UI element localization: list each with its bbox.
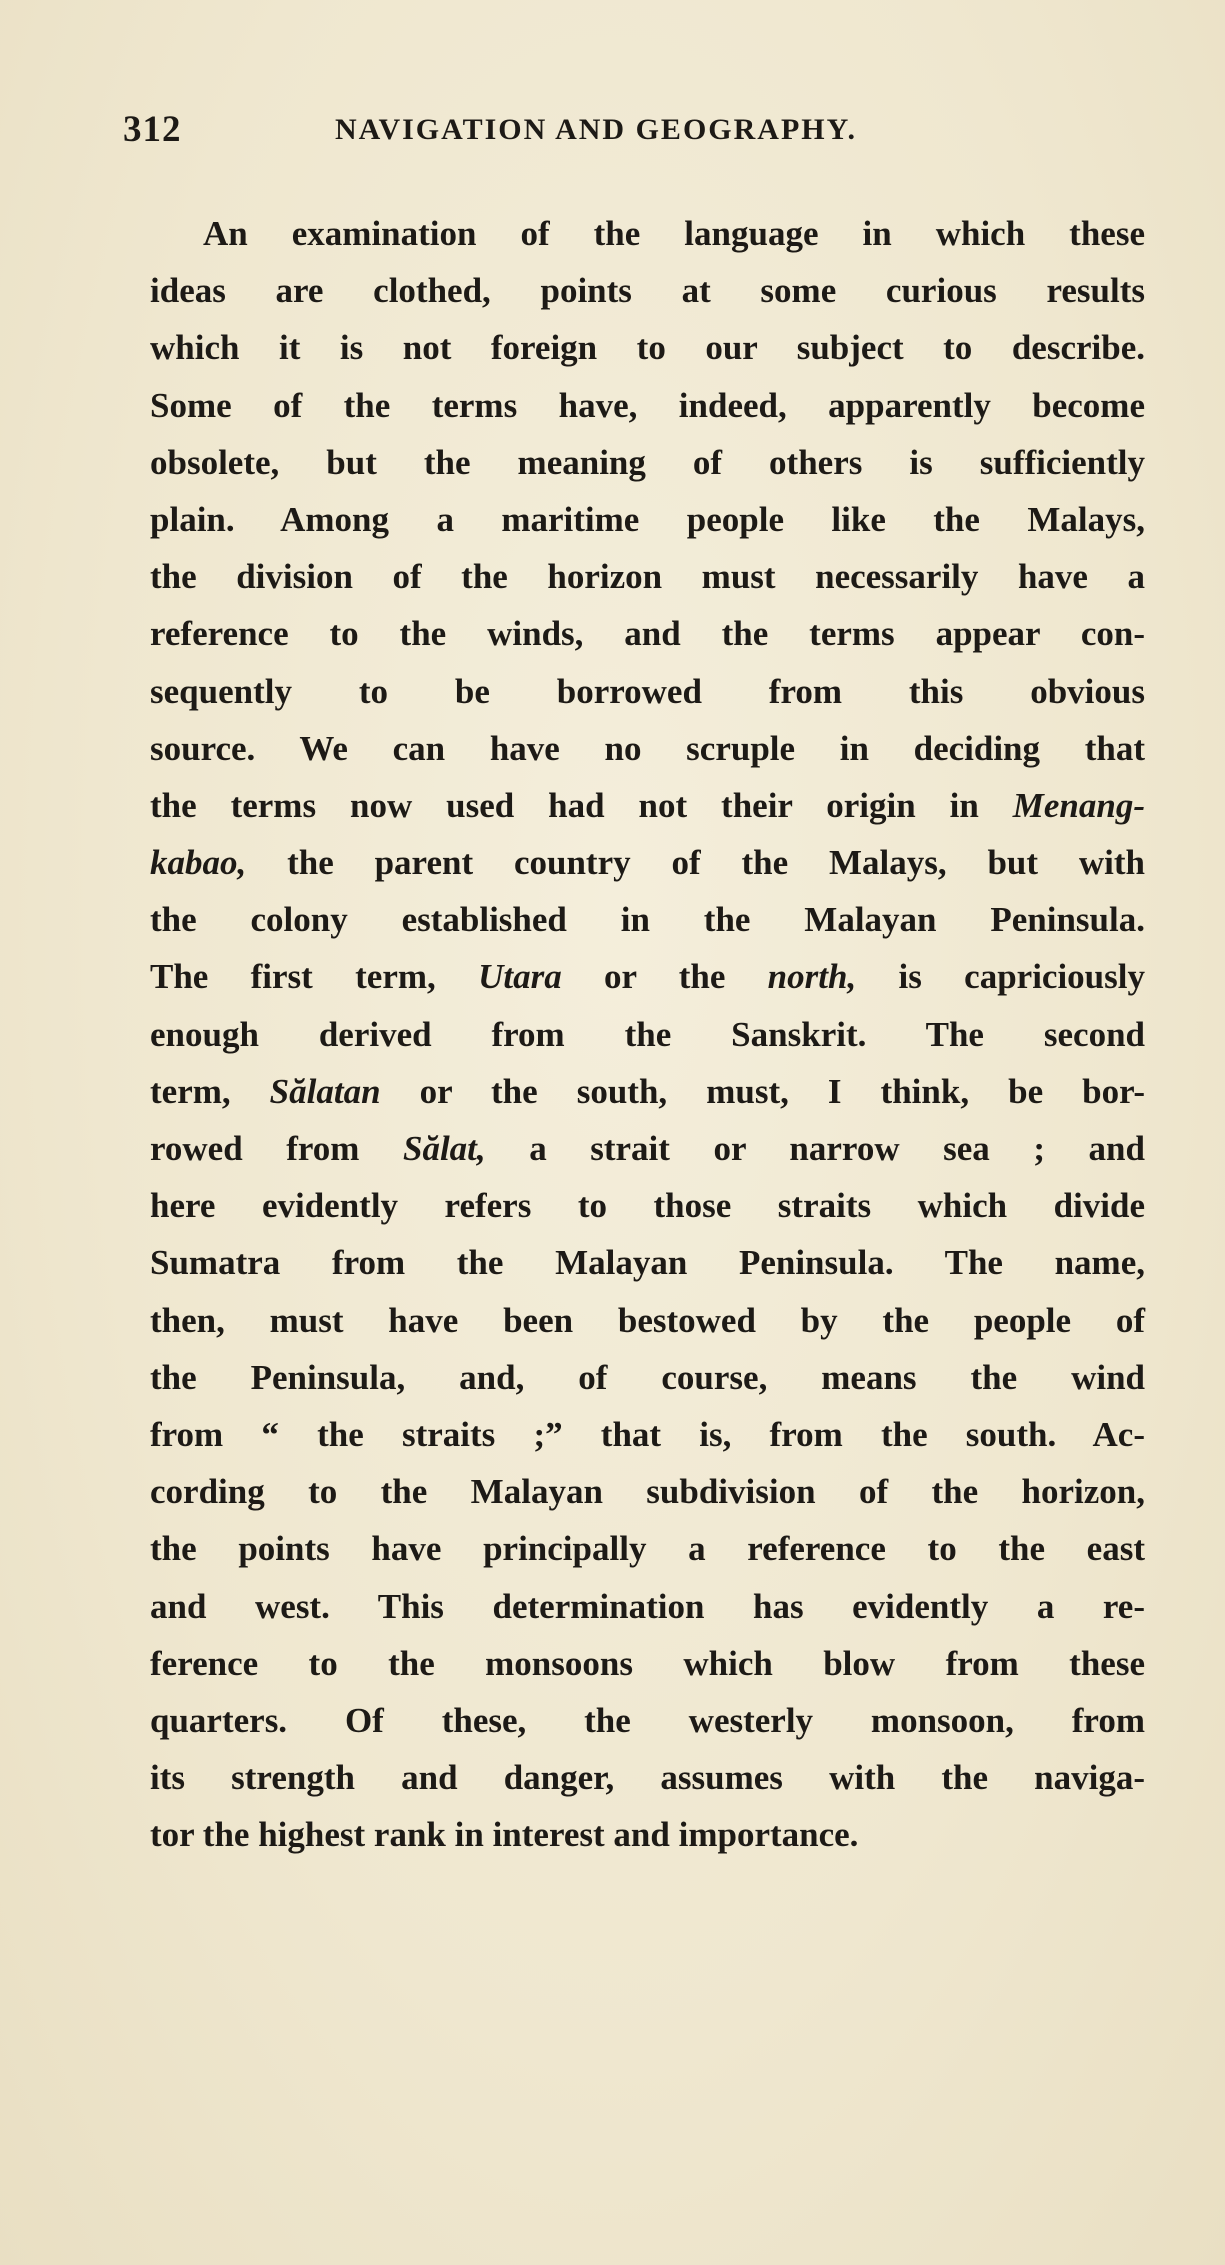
text-segment: its strength and danger, assumes with the naviga- [150, 1758, 1145, 1798]
text-segment: which it is not foreign to our subject to describe. [150, 328, 1145, 368]
running-head: NAVIGATION AND GEOGRAPHY. [335, 113, 858, 146]
italic-term: Sălatan [269, 1071, 381, 1111]
italic-term: Utara [478, 957, 562, 997]
text-line [150, 548, 1145, 605]
text-segment: An examination of the language in which these [203, 214, 1145, 253]
text-segment: term, [150, 1071, 270, 1111]
italic-term: Sălat, [402, 1129, 486, 1168]
text-line [150, 891, 1145, 948]
text-segment: sequently to be borrowed from this obvious [150, 671, 1145, 711]
text-line [150, 1749, 1145, 1806]
text-segment: or the [561, 957, 768, 997]
text-line [150, 663, 1145, 720]
text-segment: a strait or narrow sea ; and [485, 1129, 1145, 1168]
italic-term: north, [767, 957, 857, 997]
text-segment: the terms now used had not their origin in [150, 785, 1013, 825]
text-segment: Some of the terms have, indeed, apparently become [150, 385, 1145, 425]
text-line [150, 1006, 1145, 1063]
text-segment: quarters. Of these, the westerly monsoon, from [150, 1700, 1145, 1740]
text-segment: tor the highest rank in interest and importance. [150, 1815, 859, 1855]
text-segment: here evidently refers to those straits which divide [150, 1186, 1145, 1226]
text-segment: the Peninsula, and, of course, means the wind [150, 1357, 1145, 1397]
text-line [150, 434, 1145, 491]
text-line [150, 777, 1145, 834]
italic-term: Menang- [1012, 785, 1145, 825]
text-segment: or the south, must, I think, be bor- [380, 1071, 1145, 1111]
text-segment: the points have principally a reference to the east [150, 1529, 1145, 1569]
text-line [150, 1635, 1145, 1692]
text-segment: obsolete, but the meaning of others is sufficiently [150, 442, 1145, 482]
text-segment: the division of the horizon must necessarily have a [150, 557, 1145, 597]
text-line [150, 948, 1145, 1005]
text-segment: source. We can have no scruple in deciding that [150, 728, 1145, 768]
text-segment: rowed from [150, 1129, 403, 1168]
text-line [150, 1578, 1145, 1635]
text-segment: from “ the straits ;” that is, from the south. Ac- [150, 1414, 1145, 1454]
text-segment: plain. Among a maritime people like the Malays, [150, 499, 1145, 539]
text-segment: reference to the winds, and the terms appear con- [150, 614, 1145, 654]
italic-term: kabao, [150, 843, 247, 883]
page-header [123, 108, 1123, 156]
text-segment: is capriciously [856, 957, 1145, 997]
text-line [150, 1692, 1145, 1749]
text-line [150, 205, 1145, 262]
text-line [150, 1292, 1145, 1349]
text-line [150, 1349, 1145, 1406]
text-segment: enough derived from the Sanskrit. The second [150, 1014, 1145, 1054]
text-segment: the colony established in the Malayan Peninsula. [150, 900, 1145, 940]
text-line [150, 605, 1145, 662]
text-line [150, 262, 1145, 319]
text-line [150, 377, 1145, 434]
text-line [150, 491, 1145, 548]
text-segment: and west. This determination has evidently a re- [150, 1586, 1145, 1626]
text-segment: cording to the Malayan subdivision of the horizon, [150, 1472, 1145, 1512]
text-line [150, 1234, 1145, 1291]
text-line [150, 1177, 1145, 1234]
page-number: 312 [123, 109, 182, 150]
text-line [150, 1063, 1145, 1120]
text-line [150, 1463, 1145, 1520]
text-line [150, 1806, 1145, 1863]
text-line [150, 720, 1145, 777]
text-line [150, 834, 1145, 891]
text-line [150, 1520, 1145, 1577]
text-line [150, 1406, 1145, 1463]
text-segment: Sumatra from the Malayan Peninsula. The name, [150, 1243, 1145, 1283]
text-segment: the parent country of the Malays, but with [246, 843, 1145, 883]
body-paragraph [150, 205, 1145, 1863]
text-segment: The first term, [150, 957, 479, 997]
text-segment: ideas are clothed, points at some curious results [150, 271, 1145, 311]
text-segment: then, must have been bestowed by the people of [150, 1300, 1145, 1340]
text-line [150, 1120, 1145, 1177]
text-line [150, 319, 1145, 376]
text-segment: ference to the monsoons which blow from these [150, 1643, 1145, 1683]
